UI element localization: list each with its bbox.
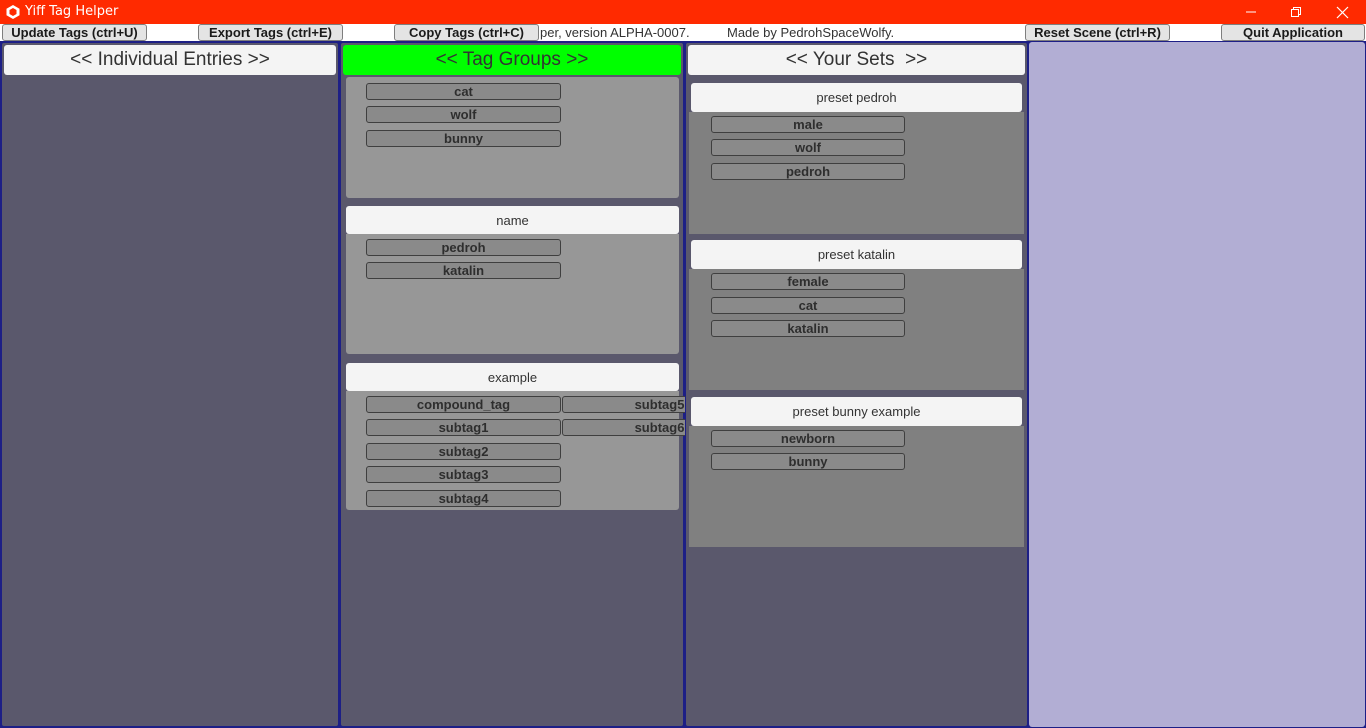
set-box — [689, 112, 1024, 234]
tag-chip[interactable]: subtag3 — [366, 466, 561, 483]
tag-chip[interactable]: male — [711, 116, 905, 133]
individual-entries-header[interactable]: << Individual Entries >> — [4, 45, 336, 75]
tag-chip[interactable]: cat — [711, 297, 905, 314]
tag-chip[interactable]: pedroh — [711, 163, 905, 180]
individual-entries-panel — [1, 42, 339, 727]
tag-chip[interactable]: bunny — [711, 453, 905, 470]
title-bar — [0, 0, 1366, 24]
unity-icon — [5, 4, 21, 20]
tag-group-box — [346, 234, 679, 354]
tag-groups-panel — [340, 42, 684, 727]
tag-group-header[interactable]: example — [346, 363, 679, 391]
your-sets-header[interactable]: << Your Sets >> — [688, 45, 1025, 75]
tag-chip[interactable]: pedroh — [366, 239, 561, 256]
credit-text: Made by PedrohSpaceWolfy. — [727, 25, 895, 40]
tag-group-box — [346, 77, 679, 198]
version-text: per, version ALPHA-0007. — [540, 25, 690, 40]
tag-chip[interactable]: wolf — [711, 139, 905, 156]
tag-chip[interactable]: subtag4 — [366, 490, 561, 507]
minimize-button[interactable] — [1228, 0, 1274, 24]
tag-groups-header[interactable]: << Tag Groups >> — [343, 45, 681, 75]
tag-chip[interactable]: subtag5 — [562, 396, 757, 413]
set-header[interactable]: preset bunny example — [691, 397, 1022, 426]
tag-chip[interactable]: subtag6 — [562, 419, 757, 436]
tag-group-box — [346, 391, 685, 510]
close-button[interactable] — [1319, 0, 1365, 24]
tag-chip[interactable]: newborn — [711, 430, 905, 447]
tag-chip[interactable]: cat — [366, 83, 561, 100]
export-tags-button[interactable]: Export Tags (ctrl+E) — [198, 24, 343, 41]
tag-chip[interactable]: compound_tag — [366, 396, 561, 413]
tag-chip[interactable]: katalin — [366, 262, 561, 279]
tag-group-header[interactable]: name — [346, 206, 679, 234]
close-icon — [1337, 7, 1348, 18]
tag-chip[interactable]: bunny — [366, 130, 561, 147]
copy-tags-button[interactable]: Copy Tags (ctrl+C) — [394, 24, 539, 41]
reset-scene-button[interactable]: Reset Scene (ctrl+R) — [1025, 24, 1170, 41]
preview-panel — [1029, 42, 1365, 727]
restore-icon — [1291, 7, 1301, 17]
update-tags-button[interactable]: Update Tags (ctrl+U) — [2, 24, 147, 41]
tag-chip[interactable]: wolf — [366, 106, 561, 123]
minimize-icon — [1246, 7, 1256, 17]
set-header[interactable]: preset katalin — [691, 240, 1022, 269]
window-title: Yiff Tag Helper — [25, 4, 119, 19]
set-box — [689, 269, 1024, 390]
tag-chip[interactable]: subtag1 — [366, 419, 561, 436]
your-sets-panel — [685, 42, 1028, 727]
tag-chip[interactable]: subtag2 — [366, 443, 561, 460]
tag-chip[interactable]: katalin — [711, 320, 905, 337]
toolbar — [0, 24, 1366, 41]
quit-application-button[interactable]: Quit Application — [1221, 24, 1365, 41]
set-header[interactable]: preset pedroh — [691, 83, 1022, 112]
set-box — [689, 426, 1024, 547]
tag-chip[interactable]: female — [711, 273, 905, 290]
restore-button[interactable] — [1273, 0, 1319, 24]
